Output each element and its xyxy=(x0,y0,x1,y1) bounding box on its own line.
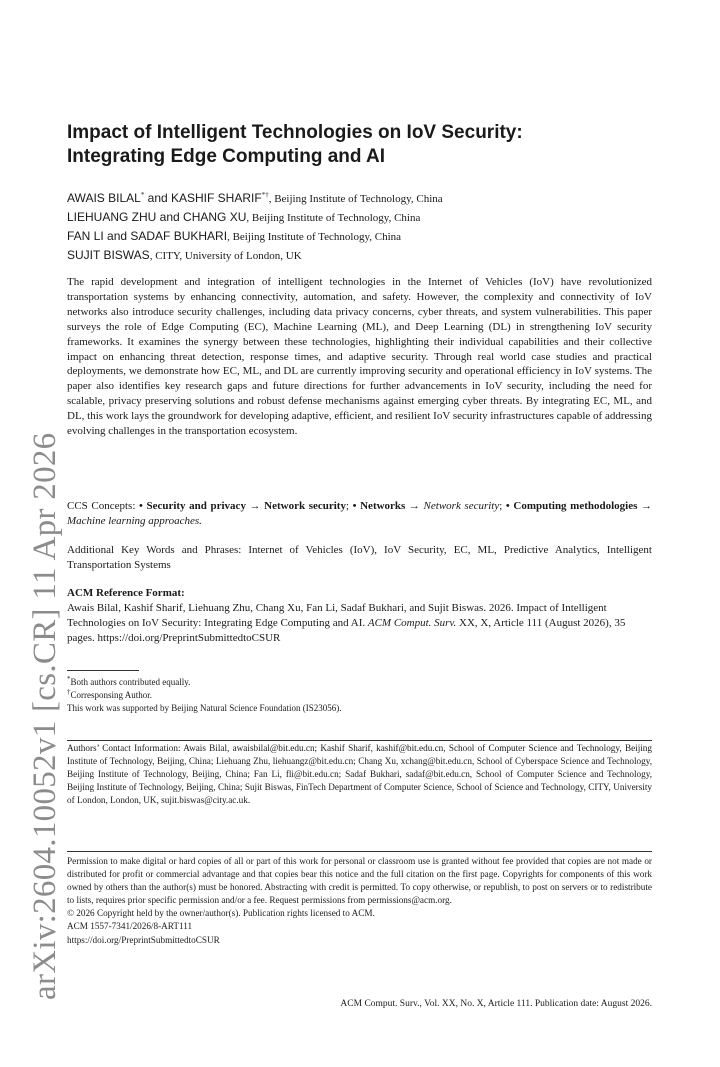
author-line xyxy=(67,208,652,227)
footnotes xyxy=(67,676,652,715)
footnote-equal xyxy=(67,676,652,689)
acm-reference-text: Awais Bilal, Kashif Sharif, Liehuang Zhu, Chang Xu, Fan Li, Sadaf Bukhari, and Sujit Biswas. 2026. Impact of Intelligent Technologies on IoV Security: Integrating Edge Computing and AI. xyxy=(67,602,607,629)
paper-title xyxy=(67,121,652,169)
permission-notice xyxy=(67,855,652,947)
issn-line: ACM 1557-7341/2026/8-ART111 xyxy=(67,921,193,932)
ccs-arrow: → xyxy=(637,500,652,512)
footnote-corresponding xyxy=(67,689,652,702)
author-mark: * xyxy=(140,191,145,199)
author-line xyxy=(67,189,652,208)
author-names: SUJIT BISWAS xyxy=(67,248,150,262)
ccs-term: Network security xyxy=(264,500,346,512)
ccs-separator: ; xyxy=(499,500,506,512)
author-names: and KASHIF SHARIF xyxy=(144,191,262,205)
footnote-mark: † xyxy=(67,688,71,696)
contact-information: Authors’ Contact Information: Awais Bilal, awaisbilal@bit.edu.cn; Kashif Sharif, kashif@bit.edu.cn, School of Computer Science and Technology, Beijing Institute of Technology, Beijing, China; Liehuang Zhu, liehuangz@bit.edu.cn; Chang Xu, xchang@bit.edu.cn, School of Cyberspace Science and Technology, Beijing Institute of Technology, Beijing, China; Fan Li, fli@bit.edu.cn; Sadaf Bukhari, sadaf@bit.edu.cn, School of Computer Science and Technology, Beijing Institute of Technology, Beijing, China; Sujit Biswas, FinTech Department of Computer Science, School of Science and Technology, CITY, University of London, London, UK, sujit.biswas@city.ac.uk. xyxy=(67,743,652,806)
arxiv-stamp: arXiv:2604.10052v1 [cs.CR] 11 Apr 2026 xyxy=(27,432,63,1000)
ccs-lead: CCS Concepts: xyxy=(67,500,139,512)
page-footer: ACM Comput. Surv., Vol. XX, No. X, Article 111. Publication date: August 2026. xyxy=(340,999,652,1009)
contact-divider xyxy=(67,740,652,741)
author-block xyxy=(67,189,652,265)
permission-text: Permission to make digital or hard copies of all or part of this work for personal or classroom use is granted without fee provided that copies are not made or distributed for profit or commercial advantage and that copies bear this notice and the full citation on the first page. Copyrights for components of this work owned by others than the author(s) must be honored. Abstracting with credit is permitted. To copy otherwise, or republish, to post on servers or to redistribute to lists, requires prior specific permission and/or a fee. Request permissions from permissions@acm.org. xyxy=(67,856,652,906)
title-line-1: Impact of Intelligent Technologies on IoV Security: xyxy=(67,122,523,143)
title-line-2: Integrating Edge Computing and AI xyxy=(67,146,386,167)
author-names: AWAIS BILAL xyxy=(67,191,141,205)
ccs-arrow: → xyxy=(405,500,424,512)
author-names: LIEHUANG ZHU and CHANG XU xyxy=(67,210,247,224)
ccs-separator: ; xyxy=(345,500,353,512)
author-affiliation: , Beijing Institute of Technology, China xyxy=(246,212,421,224)
author-affiliation: , Beijing Institute of Technology, China xyxy=(268,193,443,205)
ccs-term: • Security and privacy xyxy=(139,500,246,512)
ccs-concepts xyxy=(67,499,652,529)
acm-reference-journal: ACM Comput. Surv. xyxy=(367,617,457,629)
ccs-arrow: → xyxy=(245,500,265,512)
keywords: Additional Key Words and Phrases: Internet of Vehicles (IoV), IoV Security, EC, ML, Predictive Analytics, Intelligent Transportation Systems xyxy=(67,544,652,571)
abstract: The rapid development and integration of intelligent technologies in the Internet of Vehicles (IoV) have revolutionized transportation systems by enhancing connectivity, automation, and safety. However, the complexity and connectivity of IoV networks also introduce security challenges, including data privacy concerns, cyber threats, and system vulnerabilities. This paper surveys the role of Edge Computing (EC), Machine Learning (ML), and Deep Learning (DL) in strengthening IoV security frameworks. It examines the synergy between these technologies, highlighting their individual capabilities and their collective impact on enhancing threat detection, response times, and adaptive security. Through real world case studies and practical deployments, we demonstrate how EC, ML, and DL are currently improving security and operational efficiency in IoV systems. The paper also identifies key research gaps and future directions for further advancements in IoV security, including the need for scalable, privacy preserving solutions and robust defense mechanisms against emerging cyber threats. By integrating EC, ML, and DL, this work lays the groundwork for developing adaptive, efficient, and resilient IoV security infrastructures capable of addressing evolving challenges in the transportation ecosystem. xyxy=(67,276,652,438)
author-affiliation: , CITY, University of London, UK xyxy=(149,250,302,262)
author-line xyxy=(67,246,652,265)
ccs-subterm: Machine learning approaches. xyxy=(67,515,202,527)
copyright-line: © 2026 Copyright held by the owner/author(s). Publication rights licensed to ACM. xyxy=(67,908,375,919)
footnote-text: Both authors contributed equally. xyxy=(70,677,191,687)
ccs-subterm: Network security xyxy=(423,500,500,512)
footnote-text: Corresponsing Author. xyxy=(70,690,153,700)
ccs-term: • Computing methodologies xyxy=(505,500,638,512)
author-names: FAN LI and SADAF BUKHARI xyxy=(67,229,228,243)
author-affiliation: , Beijing Institute of Technology, China xyxy=(227,231,402,243)
footnote-funding: This work was supported by Beijing Natural Science Foundation (IS23056). xyxy=(67,703,342,713)
acm-reference-heading: ACM Reference Format: xyxy=(67,587,185,599)
ccs-term: • Networks xyxy=(352,500,406,512)
footnote-mark: * xyxy=(67,675,71,683)
acm-reference xyxy=(67,586,652,646)
permission-divider xyxy=(67,851,652,852)
author-mark: *† xyxy=(261,191,269,199)
acm-reference-text: XX, X, Article 111 (August 2026), 35 pages. https://doi.org/PreprintSubmittedtoCSUR xyxy=(67,617,626,644)
doi-line: https://doi.org/PreprintSubmittedtoCSUR xyxy=(67,934,220,945)
footnote-divider xyxy=(67,670,139,671)
author-line xyxy=(67,227,652,246)
